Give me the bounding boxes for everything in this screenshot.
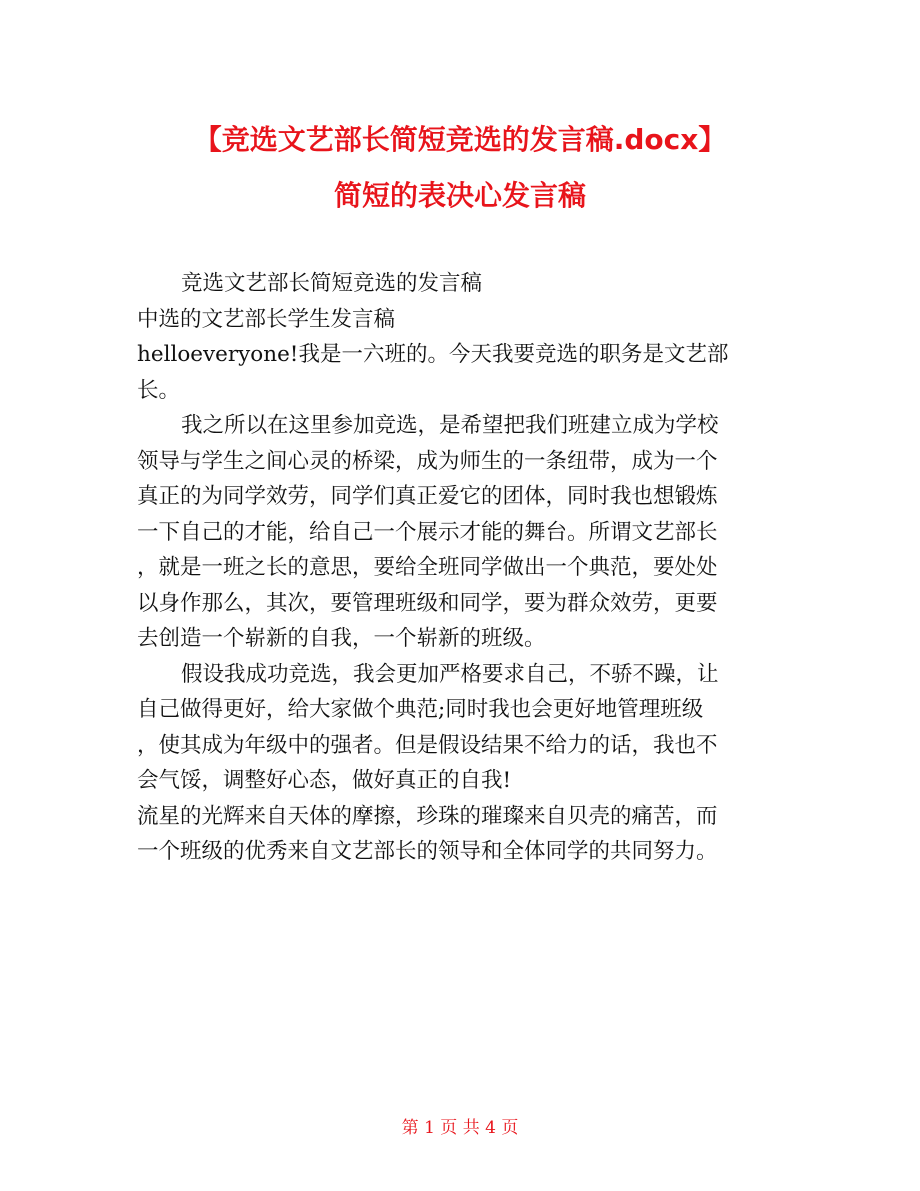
body-line: 我之所以在这里参加竞选，是希望把我们班建立成为学校: [181, 413, 719, 438]
body-line: 假设我成功竞选，我会更加严格要求自己，不骄不躁，让: [181, 661, 719, 687]
body-line: 流星的光辉来自天体的摩擦，珍珠的璀璨来自贝壳的痛苦，而: [137, 803, 718, 829]
body-line: 以身作那么，其次，要管理班级和同学，要为群众效劳，更要: [137, 590, 718, 616]
document-body: [137, 266, 787, 870]
body-line: 去创造一个崭新的自我，一个崭新的班级。: [137, 626, 546, 651]
body-line: 长。: [137, 377, 181, 403]
body-line: ，使其成为年级中的强者。但是假设结果不给力的话，我也不: [137, 732, 718, 758]
body-line: 竞选文艺部长简短竞选的发言稿: [181, 271, 483, 296]
body-line: 中选的文艺部长学生发言稿: [137, 306, 396, 332]
body-line: 一个班级的优秀来自文艺部长的领导和全体同学的共同努力。: [137, 839, 718, 864]
body-line: 自己做得更好，给大家做个典范;同时我也会更好地管理班级: [137, 697, 704, 722]
body-line: helloeveryone!我是一六班的。今天我要竞选的职务是文艺部: [137, 342, 729, 367]
body-line: 领导与学生之间心灵的桥梁，成为师生的一条纽带，成为一个: [137, 448, 718, 474]
document-title-line-1: 【竞选文艺部长简短竞选的发言稿.docx】: [193, 123, 727, 156]
body-line: 一下自己的才能，给自己一个展示才能的舞台。所谓文艺部长: [137, 519, 718, 545]
page-number-footer: 第 1 页 共 4 页: [401, 1118, 519, 1138]
body-line: ，就是一班之长的意思，要给全班同学做出一个典范，要处处: [137, 555, 718, 580]
body-line: 真正的为同学效劳，同学们真正爱它的团体，同时我也想锻炼: [137, 484, 718, 509]
body-line: 会气馁，调整好心态，做好真正的自我!: [137, 768, 512, 793]
document-title-line-2: 简短的表决心发言稿: [333, 179, 586, 212]
